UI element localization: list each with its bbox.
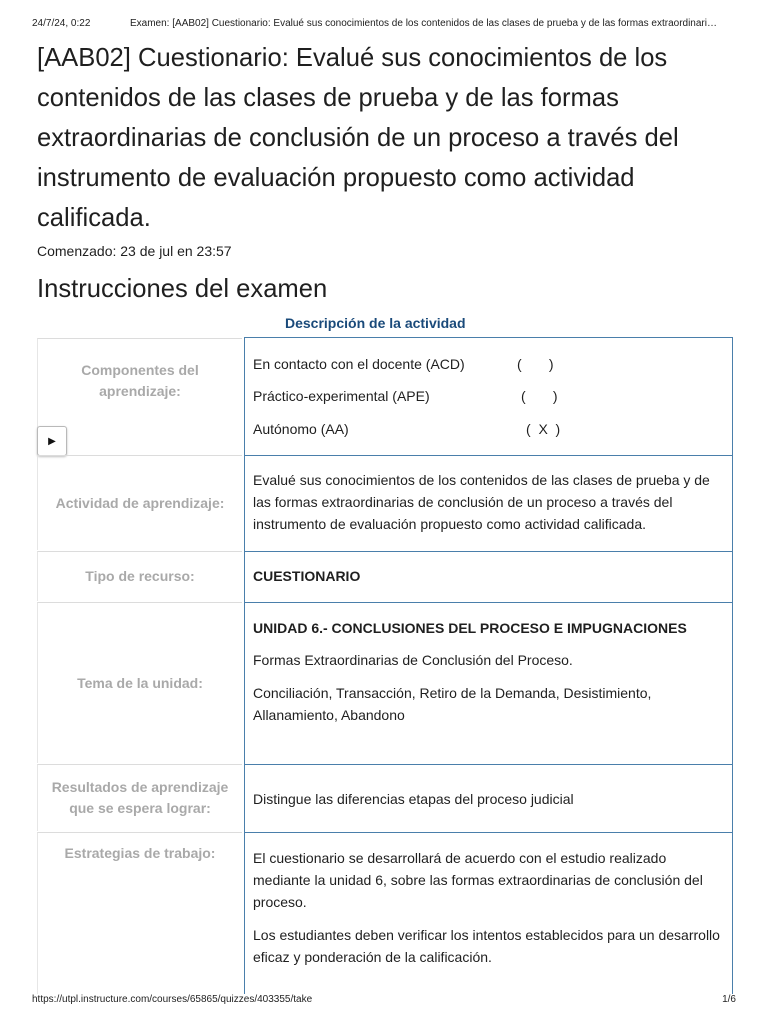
strategies-label-text: Estrategias de trabajo:	[64, 845, 216, 861]
quiz-started-time: Comenzado: 23 de jul en 23:57	[37, 243, 232, 259]
outcomes-cell	[244, 764, 733, 832]
component-option-ape: Práctico-experimental (APE)	[253, 388, 430, 404]
components-label-text: Componentes del aprendizaje:	[81, 361, 199, 399]
component-mark-aa: ( X )	[526, 421, 561, 437]
component-mark-ape: ( )	[521, 388, 558, 404]
activity-label-text: Actividad de aprendizaje:	[55, 494, 225, 511]
print-page-number: 1/6	[722, 994, 736, 1005]
activity-label	[37, 455, 242, 550]
play-triangle-icon: ▶	[48, 435, 56, 447]
activity-table-caption: Descripción de la actividad	[285, 315, 466, 331]
unit-topic-cell	[244, 602, 733, 764]
outcomes-label	[37, 764, 242, 831]
strategies-label	[37, 832, 242, 994]
resource-type-text: CUESTIONARIO	[253, 568, 361, 584]
unit-subtitle: Formas Extraordinarias de Conclusión del Proceso.	[253, 652, 573, 668]
resource-type-label-text: Tipo de recurso:	[85, 568, 195, 584]
strategies-cell	[244, 832, 733, 994]
strategies-text-2: Los estudiantes deben verificar los intentos establecidos para un desarrollo eficaz y ponderación de la calificación.	[253, 927, 720, 965]
outcomes-label-text: Resultados de aprendizaje que se espera lograr:	[51, 779, 229, 816]
strategies-text-1: El cuestionario se desarrollará de acuerdo con el estudio realizado mediante la unidad 6, sobre las formas extraordinarias de conclusión del proceso.	[253, 850, 703, 910]
outcomes-text: Distingue las diferencias etapas del proceso judicial	[253, 790, 574, 807]
activity-text: Evalué sus conocimientos de los contenidos de las clases de prueba y de las formas extraordinarias de conclusión de un proceso a través del instrumento de evaluación propuesto como actividad calificada.	[253, 472, 710, 532]
expand-toggle-button[interactable]	[37, 426, 67, 456]
activity-cell	[244, 455, 733, 551]
component-mark-acd: ( )	[517, 356, 554, 372]
component-option-acd: En contacto con el docente (ACD)	[253, 356, 465, 372]
quiz-title: [AAB02] Cuestionario: Evalué sus conocimientos de los contenidos de las clases de prueba y de las formas extraordinarias de conclusión de un proceso a través del instrumento de evaluación propuesto como actividad calificada.	[37, 44, 679, 232]
unit-topic-label	[37, 602, 242, 763]
resource-type-label	[37, 551, 242, 601]
resource-type-cell	[244, 551, 733, 602]
unit-items: Conciliación, Transacción, Retiro de la Demanda, Desistimiento, Allanamiento, Abandono	[253, 685, 652, 723]
components-cell	[244, 337, 733, 455]
components-label	[37, 338, 242, 454]
print-url: https://utpl.instructure.com/courses/65865/quizzes/403355/take	[32, 994, 313, 1005]
print-document-title: Examen: [AAB02] Cuestionario: Evalué sus conocimientos de los contenidos de las clases de prueba y de las formas extraordinari…	[130, 18, 717, 29]
print-date: 24/7/24, 0:22	[32, 18, 91, 29]
unit-title: UNIDAD 6.- CONCLUSIONES DEL PROCESO E IMPUGNACIONES	[253, 620, 687, 636]
component-option-aa: Autónomo (AA)	[253, 421, 349, 437]
unit-topic-label-text: Tema de la unidad:	[77, 674, 203, 691]
instructions-heading: Instrucciones del examen	[37, 275, 328, 303]
